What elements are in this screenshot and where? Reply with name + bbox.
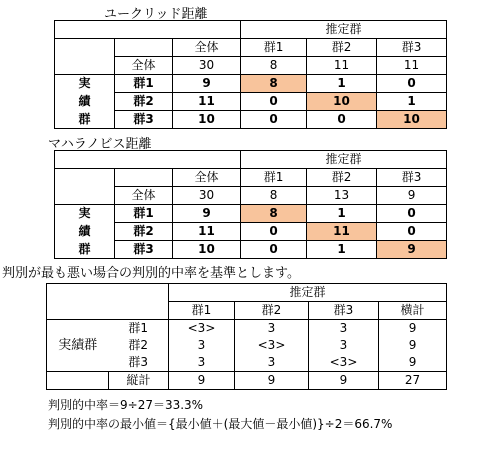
cell: 30 [173, 187, 241, 205]
col-header: 群2 [307, 169, 377, 187]
cell: 30 [173, 57, 241, 75]
row-label: 群1 [128, 321, 149, 335]
row-label: 群3 [115, 241, 173, 259]
cell: 3 [169, 354, 235, 372]
cell-highlight: 10 [377, 111, 447, 129]
cell: 0 [307, 111, 377, 129]
side-label: 績 [55, 93, 115, 111]
row-label: 群3 [128, 355, 149, 369]
side-label: 実 [55, 205, 115, 223]
row-label: 群2 [115, 223, 173, 241]
cell: 0 [377, 75, 447, 93]
col-header: 群1 [241, 169, 307, 187]
cell: 9 [235, 372, 309, 390]
empty-cell [109, 302, 169, 320]
worst-caption: 判別が最も悪い場合の判別的中率を基準とします。 [2, 266, 300, 281]
cell: 9 [379, 354, 447, 372]
corner-cell [55, 21, 241, 39]
col-header: 群3 [309, 302, 379, 320]
cell: 3 [235, 320, 309, 338]
cell: 9 [173, 75, 241, 93]
side-label: 実 [55, 75, 115, 93]
cell: 0 [241, 111, 307, 129]
col-header: 群3 [377, 39, 447, 57]
col-header: 横計 [379, 302, 447, 320]
row-label: 群2 [115, 93, 173, 111]
row-label: 全体 [115, 187, 173, 205]
cell: 10 [173, 111, 241, 129]
col-header: 群1 [169, 302, 235, 320]
cell: 11 [173, 93, 241, 111]
corner-cell [47, 284, 169, 302]
cell: 0 [241, 241, 307, 259]
note-min-hit-rate: 判別的中率の最小値＝{最小値＋(最大値－最小値)}÷2＝66.7% [48, 417, 393, 431]
cell: 8 [241, 187, 307, 205]
side-label: 実績群 [47, 320, 109, 372]
empty-cell [55, 57, 115, 75]
empty-cell [47, 302, 109, 320]
cell: 9 [173, 205, 241, 223]
cell: 0 [241, 223, 307, 241]
cell: 8 [241, 57, 307, 75]
cell: 9 [309, 372, 379, 390]
empty-cell [115, 39, 173, 57]
cell-highlight: 9 [377, 241, 447, 259]
row-label: 縦計 [109, 372, 169, 390]
cell: 3 [309, 337, 379, 354]
cell-highlight: 11 [307, 223, 377, 241]
cell: 1 [307, 75, 377, 93]
col-header: 群2 [235, 302, 309, 320]
col-header: 群2 [307, 39, 377, 57]
cell: 11 [173, 223, 241, 241]
empty-cell [55, 187, 115, 205]
cell: <3> [309, 354, 379, 372]
col-header: 群3 [377, 169, 447, 187]
euclid-title: ユークリッド距離 [104, 7, 208, 22]
row-label: 群3 [115, 111, 173, 129]
row-label: 全体 [115, 57, 173, 75]
row-label: 群2 [128, 338, 149, 352]
cell: 27 [379, 372, 447, 390]
cell: 13 [307, 187, 377, 205]
col-header: 群1 [241, 39, 307, 57]
cell: 11 [377, 57, 447, 75]
mahalanobis-header: 推定群 [241, 151, 447, 169]
cell: 1 [307, 241, 377, 259]
cell: 3 [309, 320, 379, 338]
cell: 11 [307, 57, 377, 75]
cell: 1 [377, 93, 447, 111]
side-label: 績 [55, 223, 115, 241]
worst-table [46, 283, 447, 390]
cell-highlight: 8 [241, 75, 307, 93]
cell: 3 [235, 354, 309, 372]
mahalanobis-title: マハラノビス距離 [48, 137, 152, 152]
cell: 10 [173, 241, 241, 259]
side-label: 群 [55, 241, 115, 259]
cell: 9 [379, 337, 447, 354]
mahalanobis-table [54, 150, 447, 259]
col-header: 全体 [173, 39, 241, 57]
cell: 9 [169, 372, 235, 390]
empty-cell [47, 372, 109, 390]
corner-cell [55, 151, 241, 169]
cell: 3 [169, 337, 235, 354]
cell: 0 [241, 93, 307, 111]
cell-highlight: 10 [307, 93, 377, 111]
euclid-header: 推定群 [241, 21, 447, 39]
cell: 9 [379, 320, 447, 338]
worst-header: 推定群 [169, 284, 447, 302]
empty-cell [55, 39, 115, 57]
cell: 0 [377, 223, 447, 241]
cell: 9 [377, 187, 447, 205]
cell: 1 [307, 205, 377, 223]
note-hit-rate: 判別的中率＝9÷27＝33.3% [48, 398, 204, 412]
row-label: 群1 [115, 75, 173, 93]
cell: 0 [377, 205, 447, 223]
cell-highlight: 8 [241, 205, 307, 223]
cell: <3> [169, 320, 235, 338]
col-header: 全体 [173, 169, 241, 187]
empty-cell [115, 169, 173, 187]
row-label: 群1 [115, 205, 173, 223]
side-label: 群 [55, 111, 115, 129]
euclid-table [54, 20, 447, 129]
cell: <3> [235, 337, 309, 354]
empty-cell [55, 169, 115, 187]
